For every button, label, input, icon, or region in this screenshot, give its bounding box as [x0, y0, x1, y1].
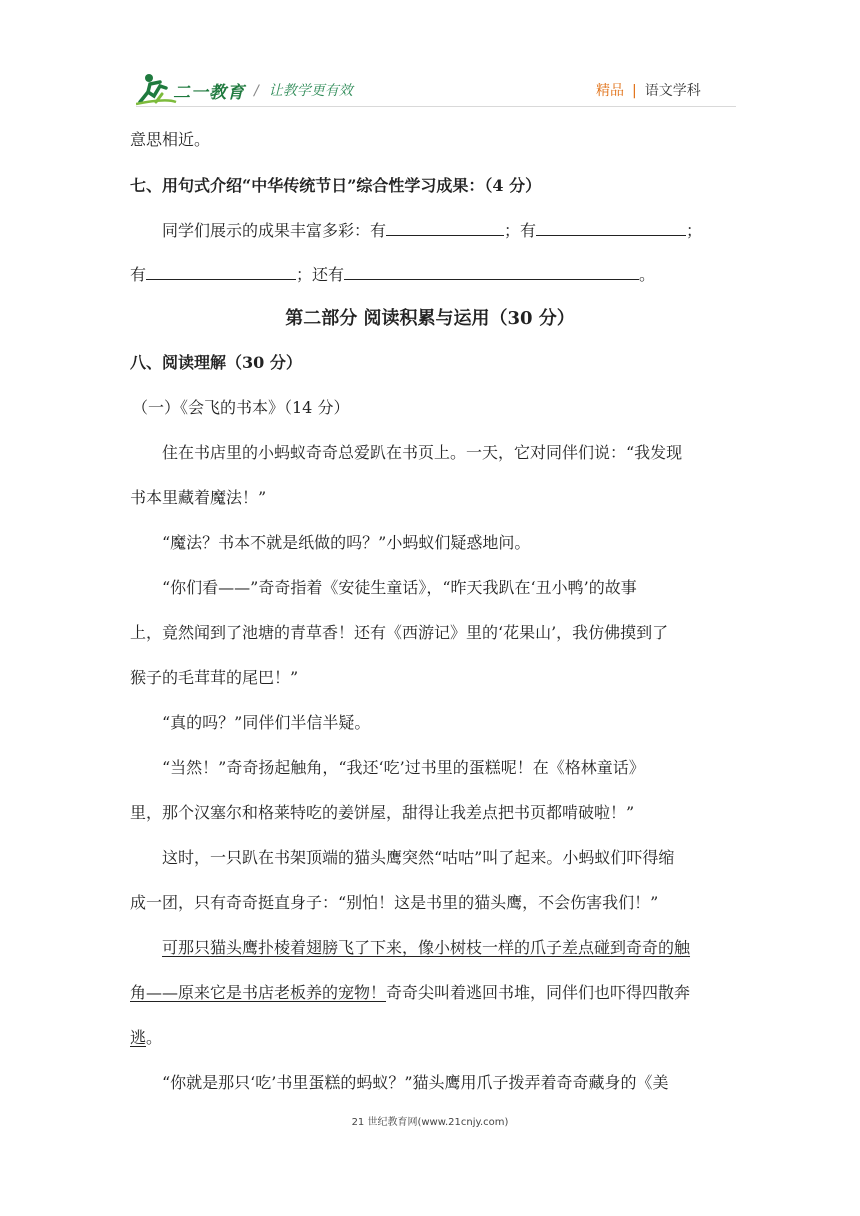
paragraph-line: “你就是那只‘吃’书里蛋糕的蚂蚁？”猫头鹰用爪子拨弄着奇奇藏身的《美 — [162, 1073, 669, 1092]
part-2-title: 第二部分 阅读积累与运用（30 分） — [285, 308, 575, 329]
paragraph-line: 这时，一只趴在书架顶端的猫头鹰突然“咕咕”叫了起来。小蚂蚁们吓得缩 — [162, 848, 675, 867]
logo-text: 二一教育 — [173, 83, 245, 103]
paragraph-line: “你们看——”奇奇指着《安徒生童话》，“昨天我趴在‘丑小鸭’的故事 — [162, 578, 637, 597]
paragraph-line: 上，竟然闻到了池塘的青草香！还有《西游记》里的‘花果山’，我仿佛摸到了 — [130, 623, 669, 642]
underlined-line: 可那只猫头鹰扑棱着翅膀飞了下来，像小树枝一样的爪子差点碰到奇奇的触 — [162, 938, 691, 957]
subject-label: 语文学科 — [644, 83, 701, 99]
paragraph-line: “魔法？书本不就是纸做的吗？”小蚂蚁们疑惑地问。 — [162, 533, 531, 552]
paragraph-line: 角——原来它是书店老板养的宠物！奇奇尖叫着逃回书堆，同伴们也吓得四散奔 — [130, 983, 691, 1002]
question-7-line2: 有 ；还有 。 — [130, 265, 656, 284]
paragraph-line: 猴子的毛茸茸的尾巴！” — [130, 668, 299, 687]
paragraph-line: 逃。 — [130, 1028, 163, 1047]
badge-label: 精品 — [596, 83, 624, 99]
paragraph-line: 成一团，只有奇奇挺直身子：“别怕！这是书里的猫头鹰，不会伤害我们！” — [130, 893, 659, 912]
header-right: 精品 | 语文学科 — [596, 83, 701, 99]
passage-title: （一）《会飞的书本》（14 分） — [132, 398, 350, 417]
paragraph-line: 书本里藏着魔法！” — [130, 488, 267, 507]
answer-blank[interactable] — [146, 263, 296, 280]
text-line: 意思相近。 — [130, 130, 211, 149]
slogan: / 让教学更有效 — [254, 83, 353, 99]
paragraph-line: “真的吗？”同伴们半信半疑。 — [162, 713, 371, 732]
answer-blank[interactable] — [344, 263, 639, 280]
question-7-title: 七、用句式介绍“中华传统节日”综合性学习成果：（4 分） — [130, 176, 542, 195]
question-7-line1: 同学们展示的成果丰富多彩：有 ；有 ； — [162, 221, 703, 240]
footer: 21 世纪教育网(www.21cnjy.com) — [351, 1117, 509, 1128]
page-header — [0, 0, 860, 120]
answer-blank[interactable] — [536, 219, 686, 236]
underlined-segment: 角——原来它是书店老板养的宠物！ — [130, 983, 387, 1002]
underlined-segment: 逃 — [130, 1028, 147, 1047]
paragraph-line: 住在书店里的小蚂蚁奇奇总爱趴在书页上。一天，它对同伴们说：“我发现 — [162, 443, 683, 462]
header-divider — [136, 106, 736, 107]
question-8-title: 八、阅读理解（30 分） — [130, 353, 302, 372]
paragraph-line: “当然！”奇奇扬起触角，“我还‘吃’过书里的蛋糕呢！在《格林童话》 — [162, 758, 645, 777]
answer-blank[interactable] — [386, 219, 504, 236]
paragraph-line: 里，那个汉塞尔和格莱特吃的姜饼屋，甜得让我差点把书页都啃破啦！” — [130, 803, 635, 822]
